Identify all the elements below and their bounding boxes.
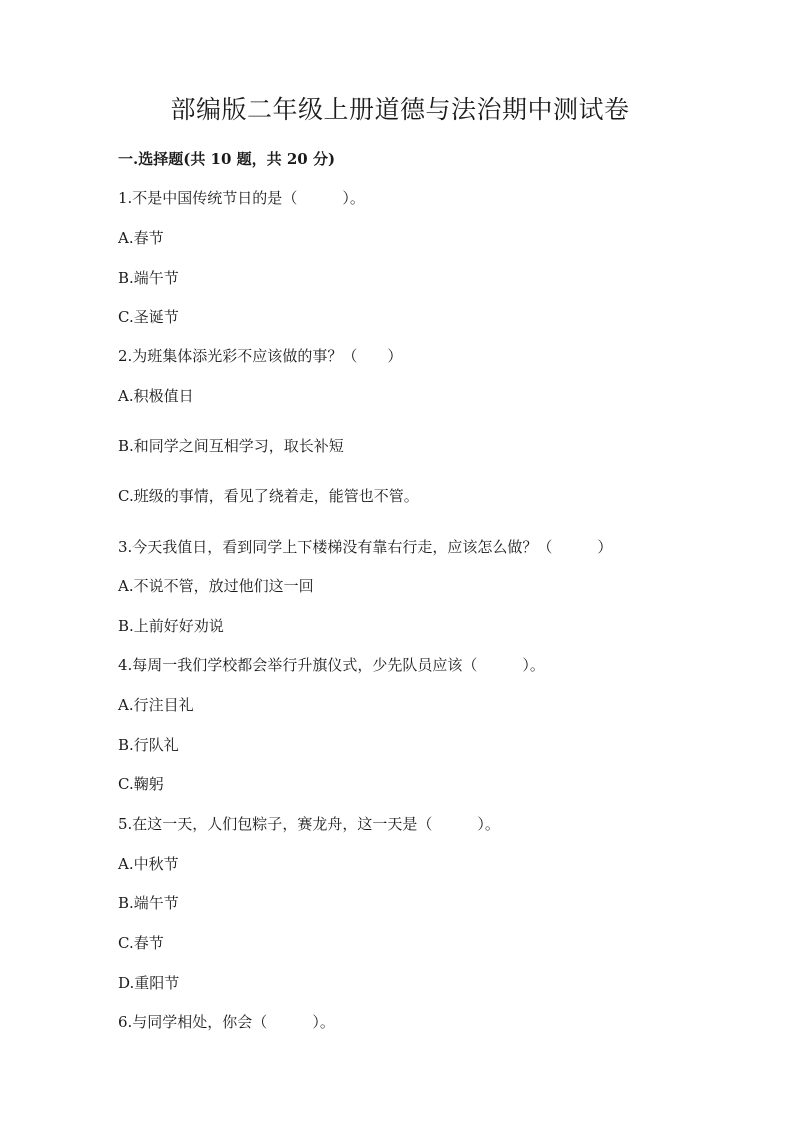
option-item: D.重阳节 bbox=[118, 974, 180, 992]
option-item: B.和同学之间互相学习，取长补短 bbox=[118, 437, 344, 455]
question-stem: 1.不是中国传统节日的是（ ）。 bbox=[118, 189, 365, 207]
option-item: C.鞠躬 bbox=[118, 775, 164, 793]
option-item: B.行队礼 bbox=[118, 736, 179, 754]
option-item: A.积极值日 bbox=[118, 387, 194, 405]
option-item: C.春节 bbox=[118, 934, 164, 952]
question-stem: 5.在这一天，人们包粽子，赛龙舟，这一天是（ ）。 bbox=[118, 815, 500, 833]
option-item: A.不说不管，放过他们这一回 bbox=[118, 577, 314, 595]
option-item: B.端午节 bbox=[118, 894, 179, 912]
option-item: A.中秋节 bbox=[118, 855, 179, 873]
option-item: C.班级的事情，看见了绕着走，能管也不管。 bbox=[118, 487, 419, 505]
question-stem: 3.今天我值日，看到同学上下楼梯没有靠右行走，应该怎么做？（ ） bbox=[118, 538, 613, 556]
option-item: B.端午节 bbox=[118, 269, 179, 287]
question-stem: 2.为班集体添光彩不应该做的事？（ ） bbox=[118, 347, 403, 365]
option-item: C.圣诞节 bbox=[118, 308, 179, 326]
option-item: A.行注目礼 bbox=[118, 696, 194, 714]
option-item: B.上前好好劝说 bbox=[118, 617, 224, 635]
section-heading: 一.选择题(共 10 题，共 20 分) bbox=[118, 150, 336, 168]
question-stem: 6.与同学相处，你会（ ）。 bbox=[118, 1013, 335, 1031]
question-stem: 4.每周一我们学校都会举行升旗仪式，少先队员应该（ ）。 bbox=[118, 656, 545, 674]
page-title: 部编版二年级上册道德与法治期中测试卷 bbox=[170, 95, 630, 124]
option-item: A.春节 bbox=[118, 229, 164, 247]
